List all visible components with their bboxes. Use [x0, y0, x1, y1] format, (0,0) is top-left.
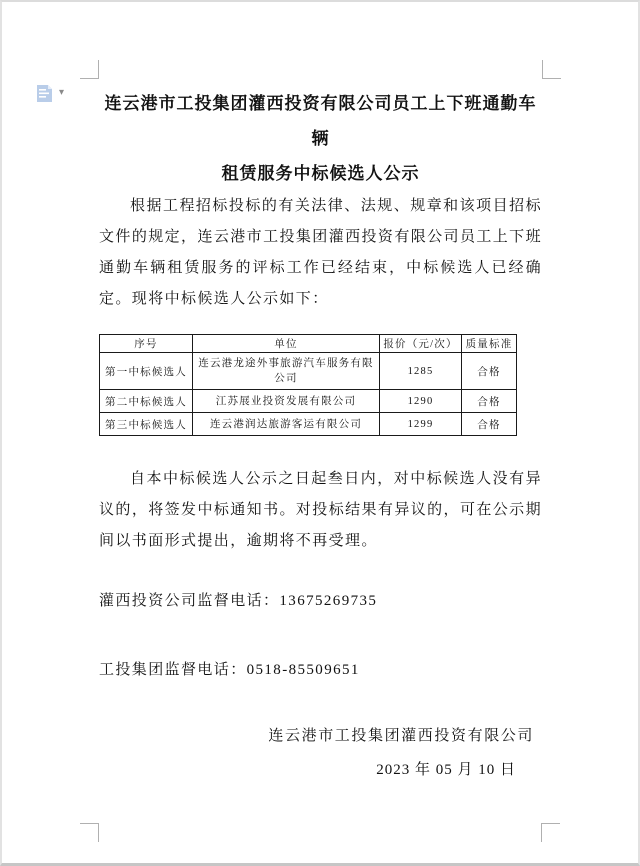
candidate-company: 连云港龙途外事旅游汽车服务有限公司	[193, 353, 380, 390]
gongtou-supervision-phone: 工投集团监督电话：0518-85509651	[99, 662, 360, 678]
signature-date: 2023 年 05 月 10 日	[376, 762, 516, 778]
chevron-down-icon: ▾	[59, 86, 65, 98]
signature-company: 连云港市工投集团灌西投资有限公司	[268, 728, 534, 744]
objection-paragraph: 自本中标候选人公示之日起叁日内，对中标候选人没有异议的，将签发中标通知书。对投标结果有异议的，可在公示期间以书面形式提出，逾期将不再受理。	[99, 471, 542, 549]
intro-paragraph: 根据工程招标投标的有关法律、法规、规章和该项目招标文件的规定，连云港市工投集团灌西投资有限公司员工上下班通勤车辆租赁服务的评标工作已经结束，中标候选人已经确定。现将中标候选人公示如下：	[99, 198, 542, 307]
table-row	[100, 353, 517, 390]
col-header-seq: 序号	[100, 335, 193, 353]
paste-clipboard-icon	[35, 82, 54, 103]
candidate-company: 连云港润达旅游客运有限公司	[193, 413, 380, 436]
candidates-table	[99, 334, 517, 436]
margin-mark-bottom-right	[541, 823, 560, 842]
margin-mark-top-right	[542, 60, 561, 79]
candidate-rank: 第一中标候选人	[100, 353, 193, 390]
title-line-1: 连云港市工投集团灌西投资有限公司员工上下班通勤车辆	[104, 94, 537, 148]
col-header-unit: 单位	[193, 335, 380, 353]
margin-mark-bottom-left	[80, 823, 99, 842]
candidate-quality: 合格	[462, 390, 517, 413]
col-header-quality: 质量标准	[462, 335, 517, 353]
candidate-price: 1290	[380, 390, 462, 413]
candidate-rank: 第二中标候选人	[100, 390, 193, 413]
candidate-quality: 合格	[462, 413, 517, 436]
margin-mark-top-left	[80, 60, 99, 79]
document-body	[99, 86, 542, 780]
title-line-2: 租赁服务中标候选人公示	[221, 164, 420, 183]
candidate-price: 1285	[380, 353, 462, 390]
paste-options-button[interactable]	[35, 82, 64, 103]
document-title	[99, 86, 542, 191]
candidate-rank: 第三中标候选人	[100, 413, 193, 436]
table-row	[100, 413, 517, 436]
col-header-price: 报价（元/次）	[380, 335, 462, 353]
guanxi-supervision-phone: 灌西投资公司监督电话：13675269735	[99, 593, 378, 609]
table-row	[100, 390, 517, 413]
table-header-row	[100, 335, 517, 353]
candidate-price: 1299	[380, 413, 462, 436]
candidate-quality: 合格	[462, 353, 517, 390]
candidate-company: 江苏展业投资发展有限公司	[193, 390, 380, 413]
